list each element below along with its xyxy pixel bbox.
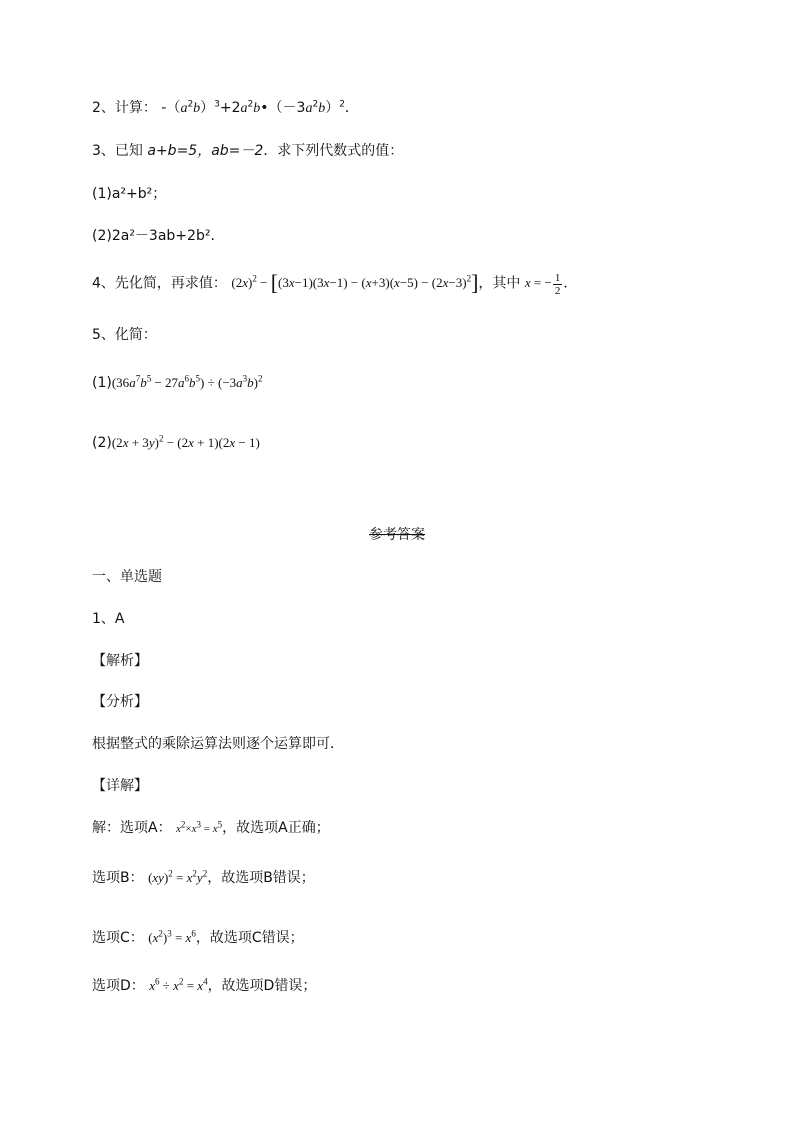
question-4: 4、先化简，再求值： $(2x)^2 - [(3x-1)(3x-1) - (x+3)(x-5) - (2x-3)^2]$，其中 x = − $\frac{1}{2}$ ． <box>92 270 578 297</box>
option-d-formula: $x^6 \div x^2 = x^4$ <box>149 976 208 993</box>
question-5: 5、化简： <box>92 327 157 343</box>
option-d: 选项D： $x^6 \div x^2 = x^4$，故选项D错误； <box>92 976 317 994</box>
option-b-formula: $(xy)^2 = x^2y^2$ <box>148 868 208 885</box>
section-heading: 一、单选题 <box>92 569 162 585</box>
question-5-part-2: $(2)(2x + 3y)^2 - (2x + 1)(2x - 1)$ <box>92 433 260 451</box>
analysis-label: 【解析】 <box>92 653 148 669</box>
question-3: 3、已知 a+b=5，ab=－2．求下列代数式的值： <box>92 143 404 159</box>
question-3-part-1: (1)a²+b²； <box>92 186 167 202</box>
detail-label: 【详解】 <box>92 778 148 794</box>
answer-title: 参考答案 <box>369 527 425 543</box>
q2-expression: $-(a^2b)^3+2a^2b•(-3a^2b)^2$ <box>161 99 345 116</box>
question-2: 2、计算： $-(a^2b)^3+2a^2b•(-3a^2b)^2$． <box>92 99 359 116</box>
option-a: 解：选项A： $x^2\times x^3 = x^5$，故选项A正确； <box>92 819 330 836</box>
question-5-part-1: $(1)(36a^7b^5 - 27a^6b^5) \div (-3a^3b)^2$ <box>92 373 263 391</box>
option-b: 选项B： $(xy)^2 = x^2y^2$，故选项B错误； <box>92 868 315 886</box>
q3-given: a+b=5，ab=－2 <box>147 143 264 159</box>
answer-item-1: 1、A <box>92 611 125 627</box>
q5-expression-2: $(2x + 3y)^2 - (2x + 1)(2x - 1)$ <box>111 433 260 450</box>
option-c: 选项C： $(x^2)^3 = x^6$，故选项C错误； <box>92 928 304 946</box>
option-c-formula: $(x^2)^3 = x^6$ <box>148 928 196 945</box>
q4-expression: $(2x)^2 - [(3x-1)(3x-1) - (x+3)(x-5) - (2x-3)^2]$ <box>231 270 479 296</box>
fenxi-text: 根据整式的乘除运算法则逐个运算即可． <box>92 736 344 752</box>
option-a-formula: $x^2\times x^3 = x^5$ <box>176 819 223 835</box>
question-3-part-2: (2)2a²－3ab+2b²． <box>92 228 225 244</box>
fenxi-label: 【分析】 <box>92 694 148 710</box>
q5-expression-1: $(36a^7b^5 - 27a^6b^5) \div (-3a^3b)^2$ <box>111 373 263 390</box>
q4-value: x = − $\frac{1}{2}$ <box>524 272 561 297</box>
